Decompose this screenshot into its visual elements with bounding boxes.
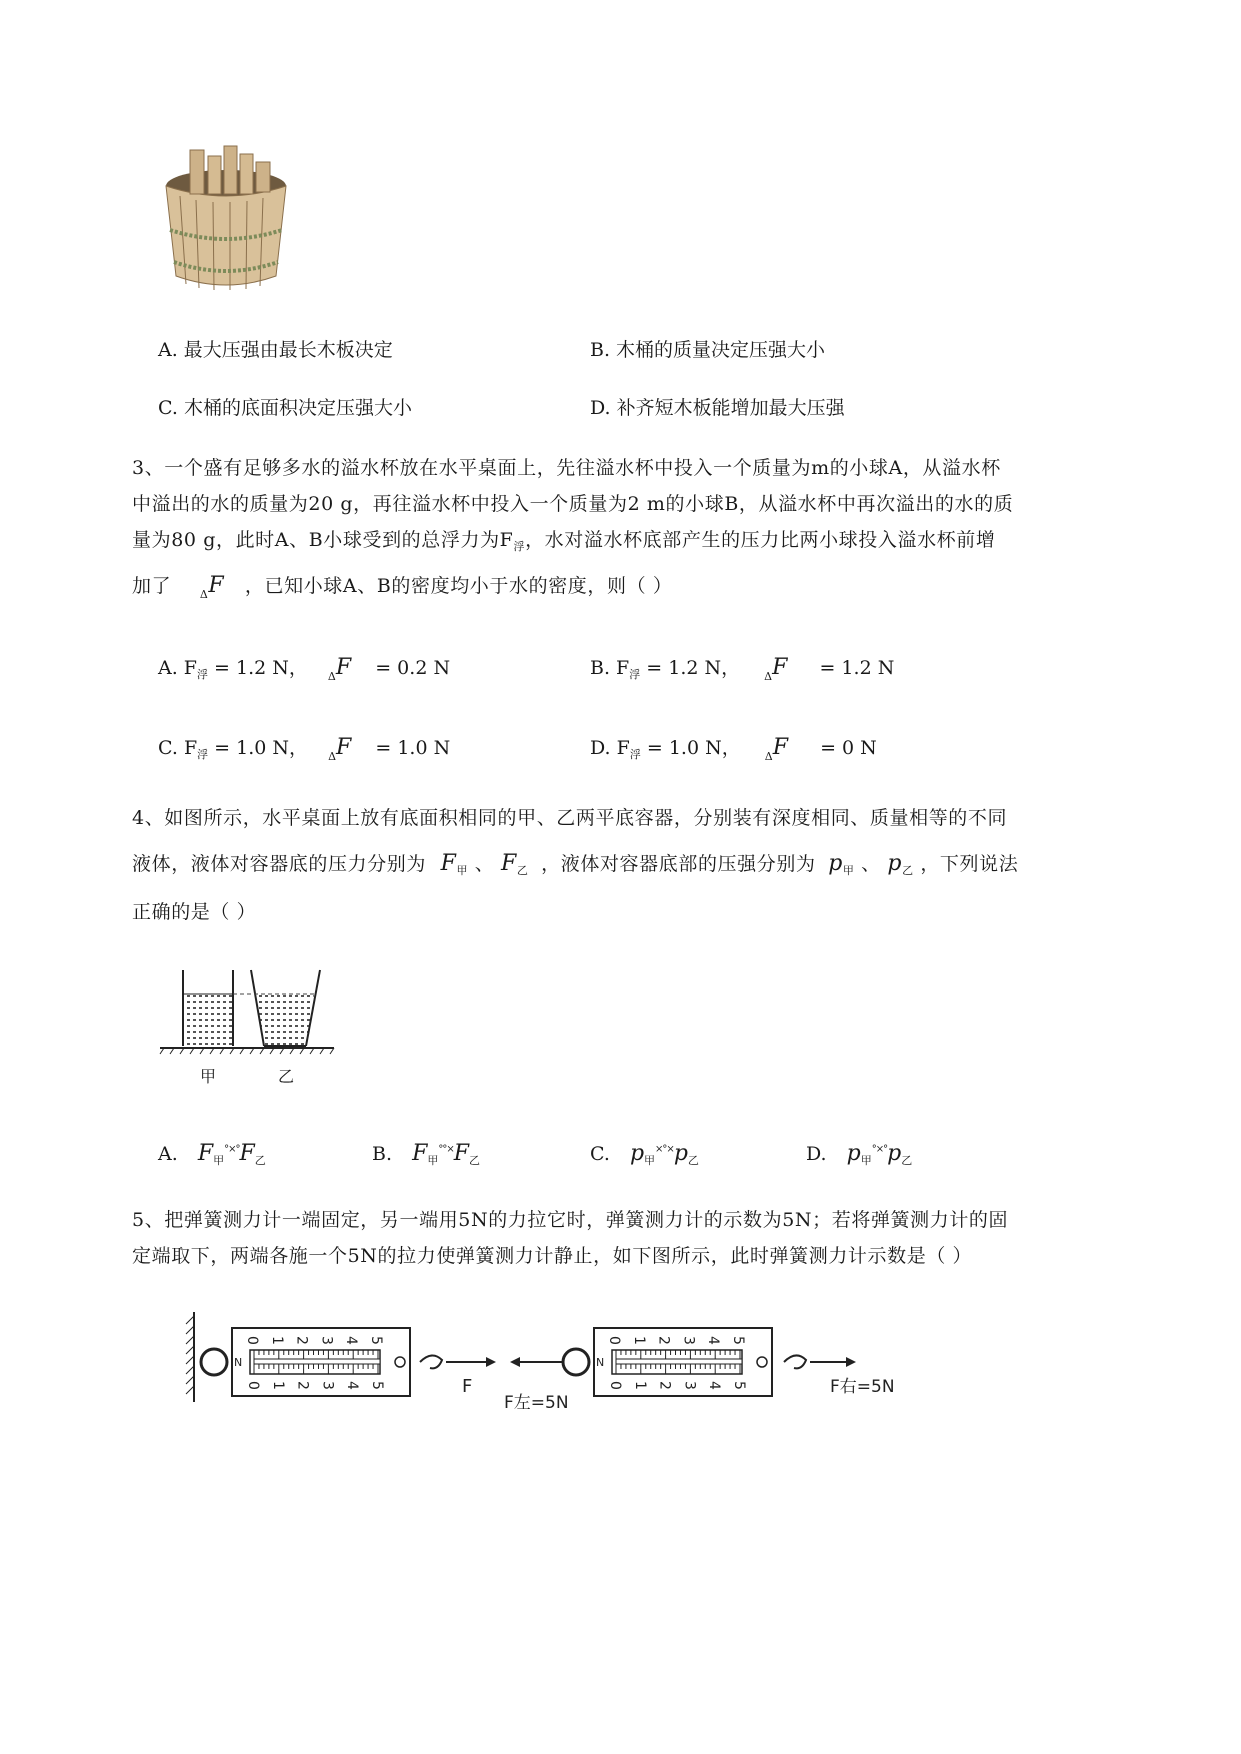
scale-number: 5: [369, 1381, 385, 1390]
spring-scale-figure: [180, 1306, 900, 1416]
q4-stem-line-1: 4、如图所示，水平桌面上放有底面积相同的甲、乙两平底容器，分别装有深度相同、质量相等的不同: [132, 807, 1008, 829]
scale-number: 5: [730, 1336, 746, 1345]
q3-stem-line-1: 3、一个盛有足够多水的溢水杯放在水平桌面上，先往溢水杯中投入一个质量为m的小球A，从溢水杯: [132, 457, 1001, 479]
force-label-right: F右=5N: [830, 1377, 895, 1397]
scale-number: 2: [293, 1336, 310, 1345]
q3-stem-line-3: 量为80 g，此时A、B小球受到的总浮力为$F_浮$，水对溢水杯底部产生的压力比两小球投入溢水杯前增: [132, 529, 996, 553]
scale-number: 4: [344, 1381, 361, 1390]
q3-option-c[interactable]: C. $F_浮 = 1.0$ N， $_\Delta$F = 1.0 N: [158, 735, 451, 763]
force-label-left: F左=5N: [504, 1393, 569, 1413]
scale-number: 5: [731, 1381, 747, 1390]
q2-option-b[interactable]: B. 木桶的质量决定压强大小: [590, 339, 826, 361]
q4-option-b[interactable]: B. $F_甲^{^\circ^\circ\times}F_乙$: [372, 1141, 480, 1167]
unit-label-right: N: [596, 1356, 605, 1369]
label-jia: 甲: [200, 1067, 217, 1086]
scale-number: 3: [681, 1381, 698, 1390]
scale-number: 1: [631, 1381, 648, 1390]
q4-stem-line-2: 液体，液体对容器底的压力分别为 $F_甲$ 、 $F_乙$ ，液体对容器底部的压强分别为 $p_甲$ 、 $p_乙$ ，下列说法: [132, 851, 1019, 877]
scale-number: 4: [705, 1336, 722, 1345]
q4-option-a[interactable]: A. $F_甲^{^\circ\times^\circ}F_乙$: [158, 1141, 266, 1167]
scale-number: 2: [656, 1381, 673, 1390]
q4-stem-line-3: 正确的是（ ）: [132, 901, 257, 923]
q4-option-c[interactable]: C. $p_甲^{\times^\circ\times}p_乙$: [590, 1141, 699, 1167]
q3-option-d[interactable]: D. $F_浮 = 1.0$ N， $_\Delta$F = 0 N: [590, 735, 877, 763]
q2-option-d[interactable]: D. 补齐短木板能增加最大压强: [590, 397, 845, 419]
scale-number: 0: [245, 1381, 261, 1390]
containers-figure: [156, 964, 342, 1088]
wooden-bucket-image: [158, 144, 294, 292]
unit-label-left: N: [234, 1356, 243, 1369]
scale-number: 2: [294, 1381, 311, 1390]
q5-stem-line-1: 5、把弹簧测力计一端固定，另一端用5N的力拉它时，弹簧测力计的示数为5N；若将弹簧测力计的固: [132, 1209, 1009, 1231]
scale-number: 1: [268, 1336, 285, 1345]
scale-number: 3: [680, 1336, 697, 1345]
q3-option-b[interactable]: B. $F_浮 = 1.2$ N， $_\Delta$F = 1.2 N: [590, 655, 895, 683]
scale-number: 4: [343, 1336, 360, 1345]
q3-stem-line-2: 中溢出的水的质量为20 g，再往溢水杯中投入一个质量为2 m的小球B，从溢水杯中再次溢出的水的质: [132, 493, 1014, 515]
q3-option-a[interactable]: A. $F_浮 = 1.2$ N， $_\Delta$F = 0.2 N: [158, 655, 451, 683]
scale-number: 0: [244, 1336, 260, 1345]
q2-option-a[interactable]: A. 最大压强由最长木板决定: [158, 339, 393, 361]
scale-number: 1: [630, 1336, 647, 1345]
scale-number: 2: [655, 1336, 672, 1345]
q3-stem-line-4: 加了 $_\Delta$F ，已知小球A、B的密度均小于水的密度，则（ ）: [132, 573, 673, 601]
q2-option-c[interactable]: C. 木桶的底面积决定压强大小: [158, 397, 412, 419]
scale-number: 0: [606, 1336, 622, 1345]
force-label-f: F: [462, 1376, 473, 1397]
scale-number: 5: [368, 1336, 384, 1345]
scale-number: 3: [318, 1336, 335, 1345]
q5-stem-line-2: 定端取下，两端各施一个5N的拉力使弹簧测力计静止，如下图所示，此时弹簧测力计示数是（ ）: [132, 1245, 973, 1267]
scale-number: 3: [319, 1381, 336, 1390]
scale-number: 1: [269, 1381, 286, 1390]
q4-option-d[interactable]: D. $p_甲^{^\circ\times^\circ}p_乙$: [806, 1141, 913, 1167]
label-yi: 乙: [278, 1067, 295, 1086]
scale-number: 4: [706, 1381, 723, 1390]
scale-number: 0: [607, 1381, 623, 1390]
